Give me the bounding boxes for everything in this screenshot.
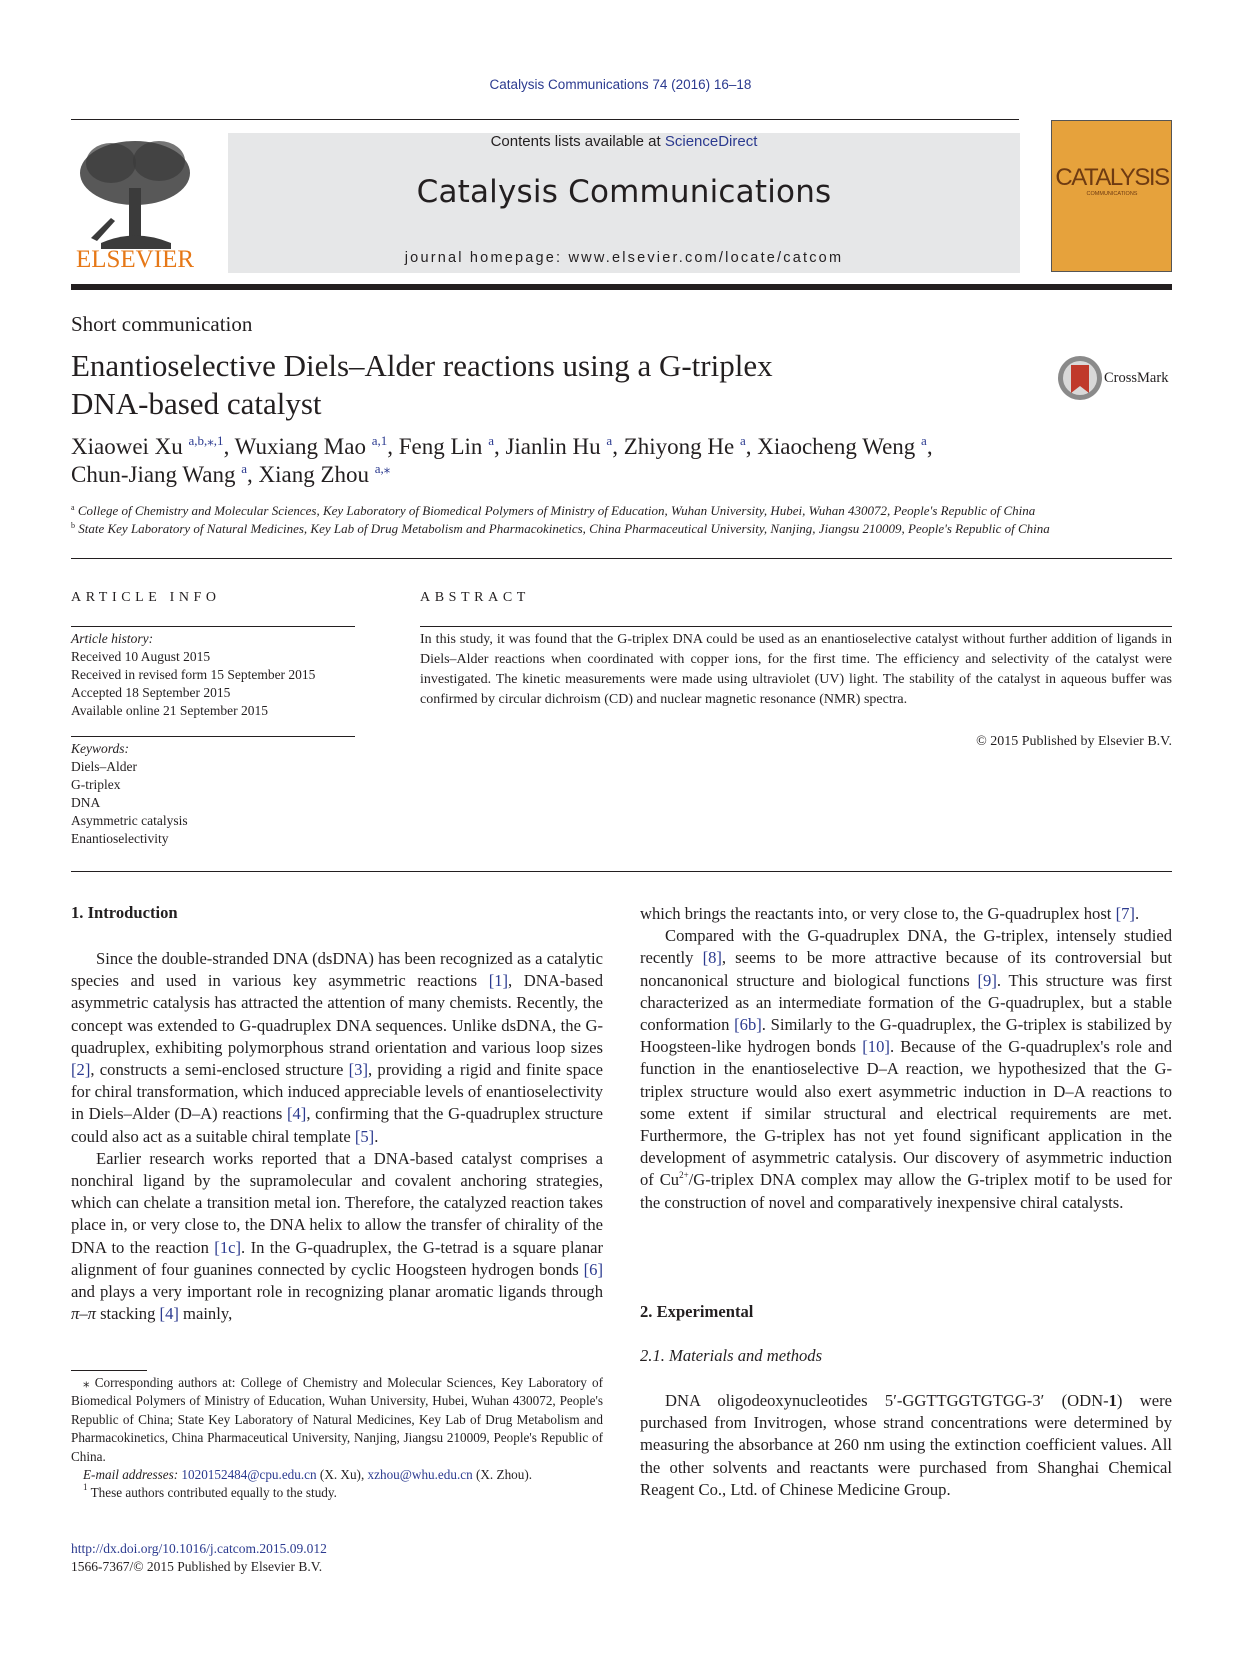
contents-line xyxy=(228,133,1020,150)
history-item: Received in revised form 15 September 2015 xyxy=(71,667,316,682)
article-info-heading: ARTICLE INFO xyxy=(71,590,221,605)
author[interactable]: Xiang Zhou $^{a,⁎}$ xyxy=(258,461,391,487)
sciencedirect-link[interactable]: ScienceDirect xyxy=(664,133,758,150)
abstract-text: In this study, it was found that the G-triplex DNA could be used as an enantioselective catalyst without further addition of ligands in Diels–Alder reactions when coordinated with copper ions, for the first time. The efficiency and selectivity of the catalyst were investigated. The kinetic measurements were made using ultraviolet (UV) light. The stability of the catalyst in aqueous buffer was confirmed by circular dichroism (CD) and nuclear magnetic resonance (NMR) spectra. xyxy=(420,632,1172,707)
affiliation-b: $^b$ State Key Laboratory of Natural Medicines, Key Lab of Drug Metabolism and Pharmacokinetics, China Pharmaceutical University, Nanjing, Jiangsu 210009, People's Republic of China xyxy=(71,521,1050,536)
abstract-heading: ABSTRACT xyxy=(420,590,530,605)
divider xyxy=(71,871,1172,872)
section-heading-introduction: 1. Introduction xyxy=(71,903,178,922)
abstract-copyright: © 2015 Published by Elsevier B.V. xyxy=(976,734,1172,749)
citation-link[interactable]: [6] xyxy=(583,1259,603,1279)
contents-prefix: Contents lists available at xyxy=(490,133,665,150)
paragraph: which brings the reactants into, or very close to, the G-quadruplex host [7]. xyxy=(640,904,1140,923)
intro-left-column xyxy=(71,948,603,1325)
citation-link[interactable]: [6b] xyxy=(734,1015,762,1035)
citation-link[interactable]: [3] xyxy=(348,1060,368,1080)
author-list: Xiaowei Xu $^{a,b,⁎,1}$, Wuxiang Mao $^{a,1}$, Feng Lin $^a$, Jianlin Hu $^a$, Zhiyong He $^a$, Xiaocheng Weng $^a$, Chun-Jiang Wang $^a$, Xiang Zhou $^{a,⁎}$ xyxy=(71,433,933,487)
email-link[interactable]: 1020152484@cpu.edu.cn xyxy=(181,1467,317,1483)
citation-link[interactable]: [2] xyxy=(71,1060,91,1080)
history-item: Available online 21 September 2015 xyxy=(71,703,268,718)
email-note: E-mail addresses: 1020152484@cpu.edu.cn (X. Xu), xzhou@whu.edu.cn (X. Zhou). xyxy=(83,1467,533,1483)
keyword: Asymmetric catalysis xyxy=(71,813,188,828)
keywords xyxy=(71,740,188,848)
author[interactable]: Xiaocheng Weng $^a$ xyxy=(757,433,927,459)
footnote-rule xyxy=(71,1370,147,1371)
author[interactable]: Chun-Jiang Wang $^a$ xyxy=(71,461,247,487)
materials-paragraph xyxy=(640,1390,1172,1501)
article-history xyxy=(71,630,315,720)
paragraph: Earlier research works reported that a DNA-based catalyst comprises a nonchiral ligand by the supramolecular and covalent anchoring strategies, which can chelate a transition metal ion. Therefore, the catalyzed reaction takes place in, or very close to, the DNA helix to allow the transfer of chirality of the DNA to the reaction [1c]. In the G-quadruplex, the G-tetrad is a square planar alignment of four guanines connected by cyclic Hoogsteen hydrogen bonds [6] and plays a very important role in recognizing planar aromatic ligands through π–π stacking [4] mainly, xyxy=(71,1148,604,1324)
author[interactable]: Jianlin Hu $^a$ xyxy=(505,433,613,459)
footnotes xyxy=(71,1374,603,1503)
author[interactable]: Wuxiang Mao $^{a,1}$ xyxy=(234,433,388,459)
title-line-2: DNA-based catalyst xyxy=(71,386,322,421)
cover-subtitle: COMMUNICATIONS xyxy=(1086,191,1138,197)
author[interactable]: Xiaowei Xu $^{a,b,⁎,1}$ xyxy=(71,433,224,459)
cover-title: CATALYSIS xyxy=(1055,164,1169,191)
citation-link[interactable]: [4] xyxy=(286,1104,307,1124)
title-line-1: Enantioselective Diels–Alder reactions using a G-triplex xyxy=(71,348,773,383)
header-thick-rule xyxy=(71,284,1172,290)
divider xyxy=(71,626,355,627)
keyword: Enantioselectivity xyxy=(71,831,169,846)
subsection-heading-materials: 2.1. Materials and methods xyxy=(640,1346,823,1365)
header-rule xyxy=(71,119,1019,120)
affiliation-a: $^a$ College of Chemistry and Molecular Sciences, Key Laboratory of Biomedical Polymers of Ministry of Education, Wuhan University, Hubei, Wuhan 430072, People's Republic of China xyxy=(71,503,1036,518)
paragraph: DNA oligodeoxynucleotides 5′-GGTTGGTGTGG-3′ (ODN-1) were purchased from Invitrogen, whose strand concentrations were determined by measuring the absorbance at 260 nm using the extinction coefficient values. All the other solvents and reactants were purchased from Shanghai Chemical Reagent Co., Ltd. of Chinese Medicine Group. xyxy=(640,1391,1172,1499)
paragraph: Compared with the G-quadruplex DNA, the G-triplex, intensely studied recently [8], seems to be more attractive because of its controversial but noncanonical structure and biological functions [9]. This structure was first characterized as an intermediate formation of the G-quadruplex, but a stable conformation [6b]. Similarly to the G-quadruplex, the G-triplex is stabilized by Hoogsteen-like hydrogen bonds [10]. Because of the G-quadruplex's role and function in the enantioselective D–A reaction, we hypothesized that the G-triplex structure would also exert asymmetric induction in D–A reactions to some extent if similar structural and electrical requirements are met. Furthermore, the G-triplex has not yet found significant application in the development of asymmetric catalysis. Our discovery of asymmetric induction of $Cu^{2+}/G$-triplex DNA complex may allow the G-triplex motif to be used for the construction of novel and comparatively inexpensive chiral catalysts. xyxy=(640,926,1172,1212)
journal-title: Catalysis Communications xyxy=(416,174,832,210)
doi-link[interactable]: http://dx.doi.org/10.1016/j.catcom.2015.09.012 xyxy=(71,1541,327,1556)
citation-link[interactable]: [1c] xyxy=(214,1237,242,1257)
elsevier-logo xyxy=(71,133,199,273)
article-type: Short communication xyxy=(71,312,253,336)
keyword: G-triplex xyxy=(71,777,121,792)
intro-right-column xyxy=(640,903,1172,1214)
journal-homepage[interactable]: journal homepage: www.elsevier.com/locate/catcom xyxy=(404,250,844,266)
journal-reference[interactable]: Catalysis Communications 74 (2016) 16–18 xyxy=(489,77,752,92)
paragraph: Since the double-stranded DNA (dsDNA) has been recognized as a catalytic species and used in various key asymmetric reactions [1], DNA-based asymmetric catalysis has attracted the attention of many chemists. Recently, the concept was extended to G-quadruplex DNA sequences. Unlike dsDNA, the G-quadruplex, exhibiting polymorphous strand orientation and various loop sizes [2], constructs a semi-enclosed structure [3], providing a rigid and finite space for chiral transformation, which induced appreciable levels of enantioselectivity in Diels–Alder (D–A) reactions [4], confirming that the G-quadruplex structure could also act as a suitable chiral template [5]. xyxy=(71,949,603,1146)
page-footer xyxy=(71,1540,327,1576)
divider xyxy=(71,558,1172,559)
keywords-label: Keywords: xyxy=(71,741,129,756)
citation-link[interactable]: [1] xyxy=(488,971,509,991)
citation-link[interactable]: [5] xyxy=(354,1126,375,1146)
author[interactable]: Zhiyong He $^a$ xyxy=(623,433,746,459)
keyword: DNA xyxy=(71,795,101,810)
article-title xyxy=(71,347,861,423)
section-heading-experimental: 2. Experimental xyxy=(640,1302,754,1321)
citation-link[interactable]: [9] xyxy=(977,970,997,990)
citation-link[interactable]: [7] xyxy=(1115,904,1135,923)
citation-link[interactable]: [4] xyxy=(159,1304,179,1324)
crossmark-label[interactable]: CrossMark xyxy=(1104,370,1169,386)
crossmark-icon[interactable] xyxy=(1057,355,1103,401)
divider xyxy=(420,626,1172,627)
corresponding-author-note: ⁎ Corresponding authors at: College of Chemistry and Molecular Sciences, Key Laboratory of Biomedical Polymers of Ministry of Education, Wuhan University, Hubei, Wuhan 430072, People's Republic of China; State Key Laboratory of Natural Medicines, Key Lab of Drug Metabolism and Pharmacokinetics, China Pharmaceutical University, Nanjing, Jiangsu 210009, People's Republic of China. xyxy=(71,1375,603,1464)
email-link[interactable]: xzhou@whu.edu.cn xyxy=(367,1467,473,1483)
citation-link[interactable]: [8] xyxy=(702,948,722,968)
svg-text:ELSEVIER: ELSEVIER xyxy=(75,246,195,273)
citation-link[interactable]: [10] xyxy=(862,1037,890,1057)
history-item: Received 10 August 2015 xyxy=(71,649,211,664)
author[interactable]: Feng Lin $^a$ xyxy=(398,433,494,459)
keyword: Diels–Alder xyxy=(71,759,137,774)
history-label: Article history: xyxy=(71,631,154,646)
equal-contribution-note: $^1$ These authors contributed equally to the study. xyxy=(83,1482,337,1501)
divider xyxy=(71,736,355,737)
history-item: Accepted 18 September 2015 xyxy=(71,685,231,700)
issn-line: 1566-7367/© 2015 Published by Elsevier B.V. xyxy=(71,1559,323,1574)
